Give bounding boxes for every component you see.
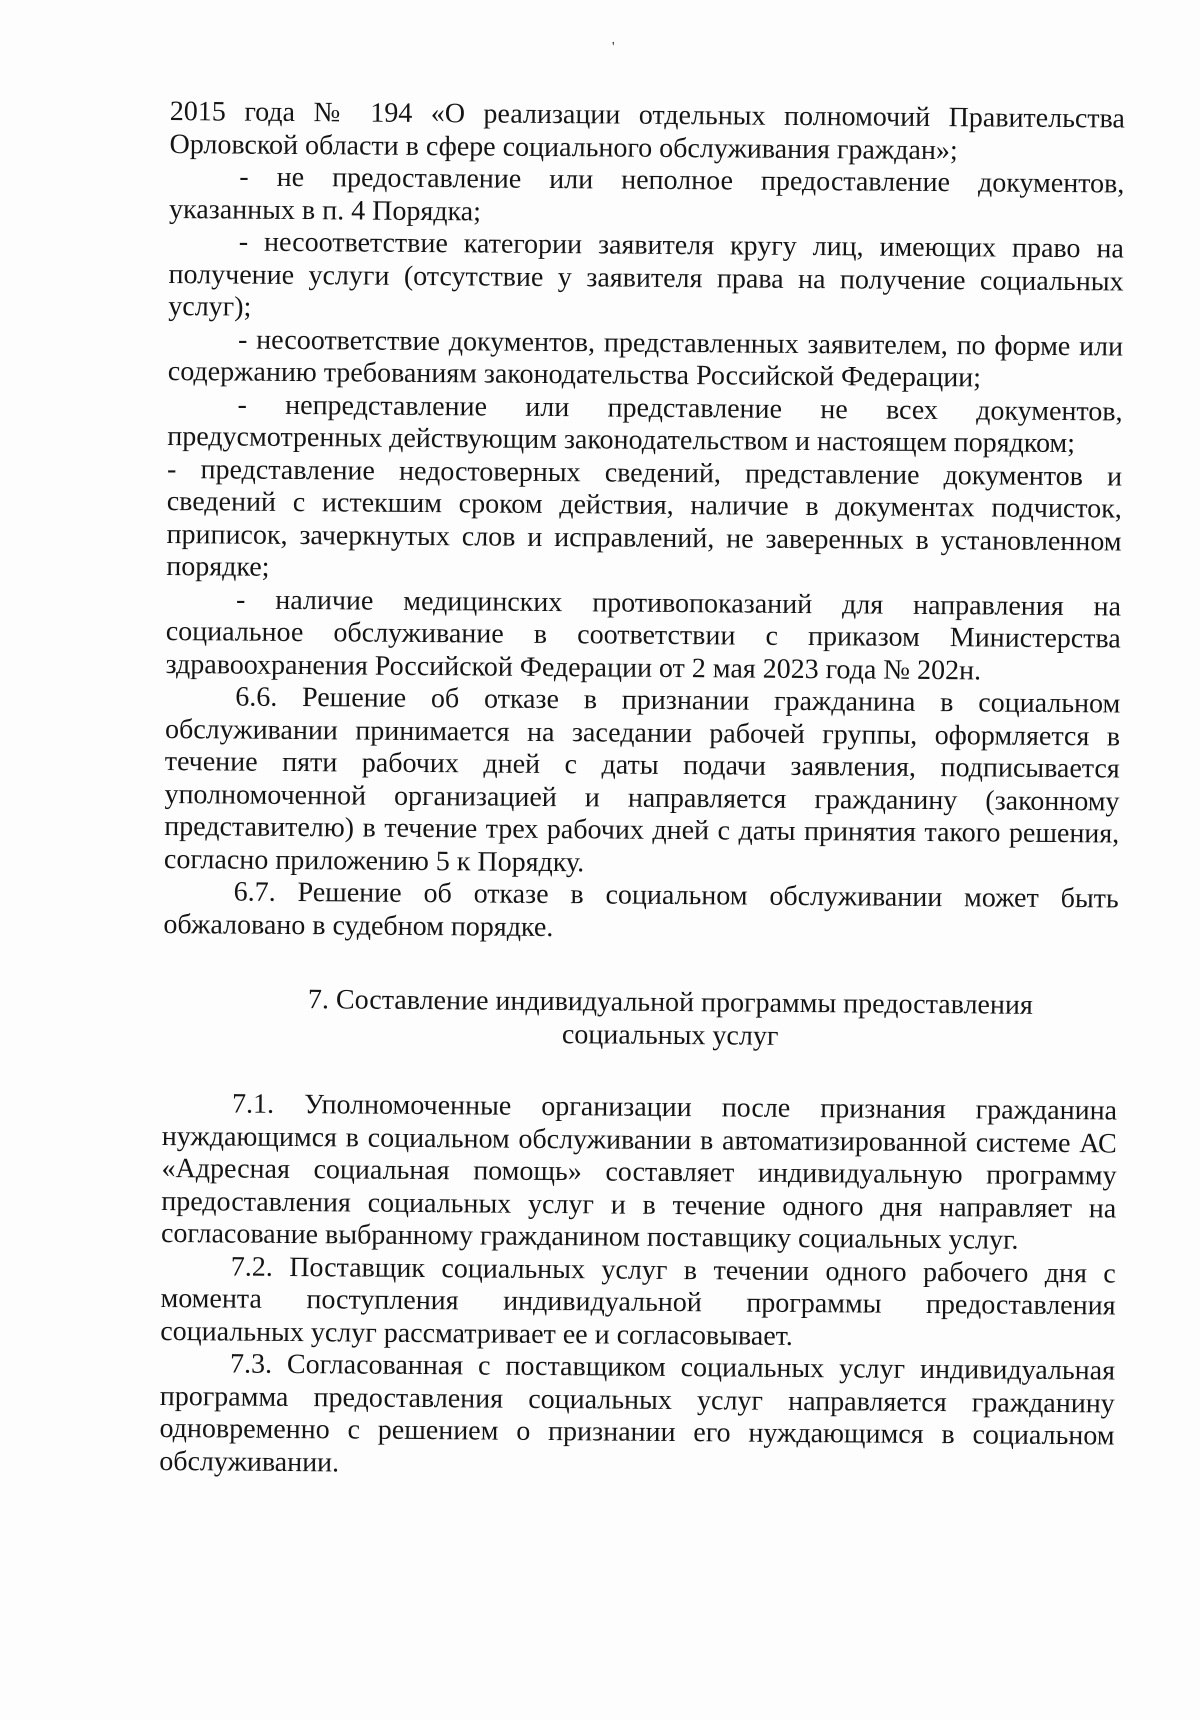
section-title-line-2: социальных услуг — [561, 1018, 779, 1052]
list-item-incomplete-docs: - непредставление или представление не всех документов, предусмотренных действующим законодательством и настоящем порядком; — [167, 389, 1123, 460]
section-title-line-1: 7. Составление индивидуальной программы предоставления — [307, 984, 1033, 1021]
paragraph-6-7: 6.7. Решение об отказе в социальном обслуживании может быть обжаловано в судебном порядке. — [163, 876, 1119, 943]
paragraph-6-6: 6.6. Решение об отказе в признании гражданина в социальном обслуживании принимается на заседании рабочей группы, оформляется в течение пяти рабочих дней с даты подачи заявления, подписывается уполномоченной организацией и направляется гражданину (законному представителю) в течение трех рабочих дней с даты принятия такого решения, согласно приложению 5 к Порядку. — [163, 681, 1121, 878]
page-mark: ' — [612, 40, 615, 55]
list-item-documents-missing: - не предоставление или неполное предоставление документов, указанных в п. 4 Порядка; — [168, 161, 1125, 227]
paragraph-7-2: 7.2. Поставщик социальных услуг в течении одного рабочего дня с момента поступления индивидуальной программы предоставления социальных услуг рассматривает ее и согласовывает. — [160, 1251, 1116, 1352]
list-item-form-mismatch: - несоответствие документов, представленных заявителем, по форме или содержанию требованиям законодательства Российской Федерации; — [167, 324, 1124, 394]
list-item-medical-contraindications: - наличие медицинских противопоказаний для направления на социальное обслуживание в соответствии с приказом Министерства здравоохранения Российской Федерации от 2 мая 2023 года № 202н. — [165, 584, 1122, 686]
list-item-category-mismatch: - несоответствие категории заявителя кругу лиц, имеющих право на получение услуги (отсутствие у заявителя права на получение социальных услуг); — [168, 226, 1124, 323]
document-body — [159, 96, 1125, 1485]
section-title — [163, 983, 1118, 1055]
paragraph-continuation: 2015 года № 194 «О реализации отдельных полномочий Правительства Орловской области в сфере социального обслуживания граждан»; — [169, 96, 1125, 166]
list-item-false-info: - представление недостоверных сведений, представление документов и сведений с истекшим сроком действия, наличие в документах подчисток, приписок, зачеркнутых слов и исправлений, не заверенных в установленном порядке; — [166, 453, 1123, 583]
paragraph-7-1: 7.1. Уполномоченные организации после признания гражданина нуждающимся в социальном обслуживании в автоматизированной системе АС «Адресная социальная помощь» составляет индивидуальную программу предоставления социальных услуг и в течение одного дня направляет на согласование выбранному гражданином поставщику социальных услуг. — [160, 1088, 1118, 1256]
paragraph-7-3: 7.3. Согласованная с поставщиком социальных услуг индивидуальная программа предоставления социальных услуг направляется гражданину одновременно с решением о признании его нуждающимся в социальном обслуживании. — [159, 1348, 1116, 1478]
